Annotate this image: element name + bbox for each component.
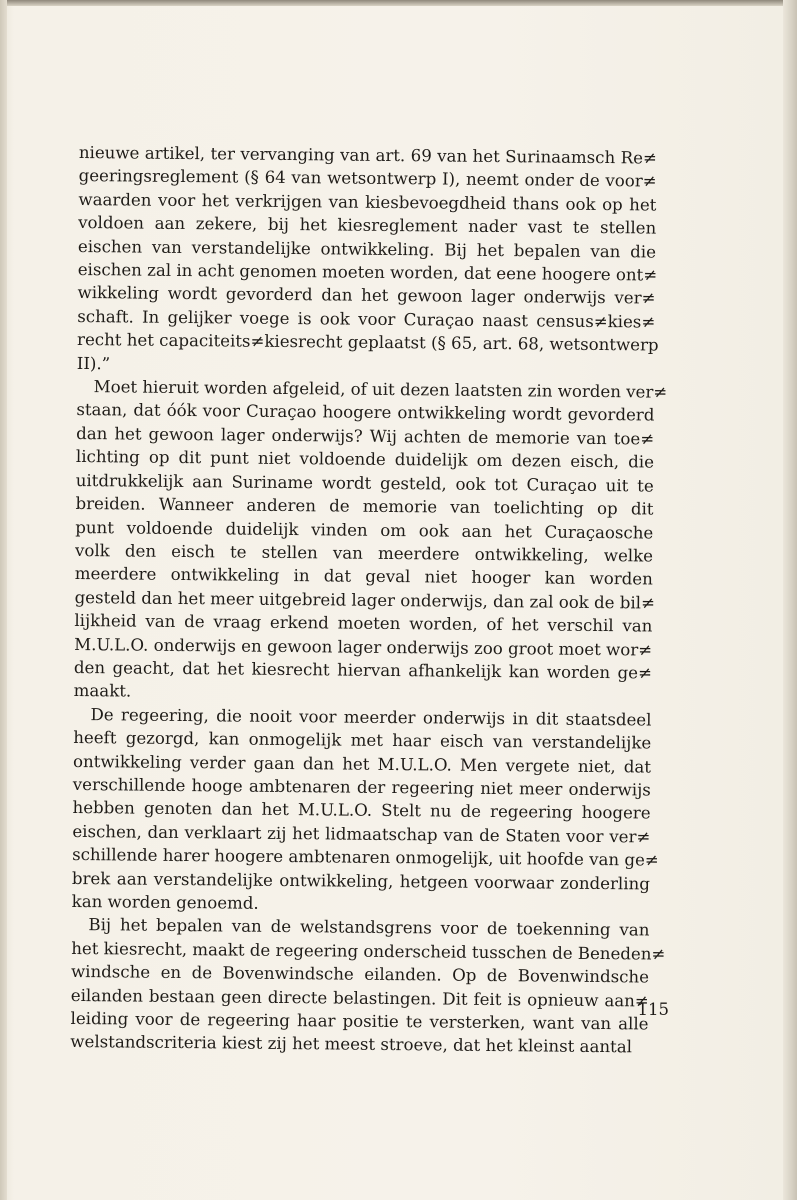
- text-line: lichting op dit punt niet voldoende duidelijk om dezen eisch, die: [75, 447, 655, 472]
- text-line: breiden. Wanneer anderen de memorie van toelichting op dit: [75, 494, 654, 519]
- text-line: heeft gezorgd, kan onmogelijk met haar eisch van verstandelijke: [73, 728, 652, 753]
- text-line: eischen, dan verklaart zij het lidmaatschap van de Staten voor ver≠: [72, 821, 651, 847]
- text-line: welstandscriteria kiest zij het meest stroeve, dat het kleinst aantal: [70, 1032, 633, 1057]
- page-left-edge: [0, 0, 7, 1200]
- text-line: geeringsreglement (§ 64 van wetsontwerp I), neemt onder de voor≠: [78, 166, 657, 191]
- text-line: lijkheid van de vraag erkend moeten worden, of het verschil van: [74, 611, 653, 636]
- text-line: schaft. In gelijker voege is ook voor Curaçao naast census≠kies≠: [77, 306, 656, 332]
- page-top-edge: [0, 0, 797, 6]
- text-line: II).”: [76, 353, 111, 373]
- text-line: leiding voor de regeering haar positie te versterken, want van alle: [70, 1008, 649, 1034]
- text-line: De regeering, die nooit voor meerder onderwijs in dit staatsdeel: [90, 704, 652, 730]
- text-line: M.U.L.O. onderwijs en gewoon lager onderwijs zoo groot moet wor≠: [74, 634, 653, 660]
- text-line: windsche en de Bovenwindsche eilanden. Op de Bovenwindsche: [70, 962, 650, 987]
- text-line: den geacht, dat het kiesrecht hiervan afhankelijk kan worden ge≠: [73, 657, 653, 683]
- text-line: recht het capaciteits≠kiesrecht geplaatst (§ 65, art. 68, wetsontwerp: [77, 330, 659, 355]
- text-line: hebben genoten dan het M.U.L.O. Stelt nu de regeering hoogere: [72, 798, 651, 823]
- page-right-edge: [783, 0, 797, 1200]
- text-line: ontwikkeling verder gaan dan het M.U.L.O. Men vergete niet, dat: [72, 751, 652, 777]
- text-line: kan worden genoemd.: [71, 891, 259, 913]
- text-line: nieuwe artikel, ter vervanging van art. 69 van het Surinaamsch Re≠: [78, 142, 657, 168]
- text-line: wikkeling wordt gevorderd dan het gewoon lager onderwijs ver≠: [77, 283, 656, 308]
- text-line: brek aan verstandelijke ontwikkeling, hetgeen voorwaar zonderling: [71, 868, 650, 894]
- text-line: verschillende hooge ambtenaren der regeering niet meer onderwijs: [72, 774, 651, 800]
- text-line: gesteld dan het meer uitgebreid lager onderwijs, dan zal ook de bil≠: [74, 587, 656, 613]
- paragraph: [71, 703, 659, 919]
- text-line: uitdrukkelijk aan Suriname wordt gesteld, ook tot Curaçao uit te: [75, 470, 654, 496]
- text-line: het kiesrecht, maakt de regeering onderscheid tusschen de Beneden≠: [71, 938, 666, 964]
- paragraph: [77, 141, 657, 381]
- text-line: schillende harer hoogere ambtenaren onmogelijk, uit hoofde van ge≠: [72, 845, 659, 870]
- paragraph: [73, 375, 668, 708]
- text-line: eischen zal in acht genomen moeten worden, dat eene hoogere ont≠: [77, 260, 658, 285]
- text-line: dan het gewoon lager onderwijs? Wij achten de memorie van toe≠: [76, 423, 655, 449]
- text-line: Moet hieruit worden afgeleid, of uit dezen laatsten zin worden ver≠: [93, 377, 668, 402]
- text-line: eilanden bestaan geen directe belastingen. Dit feit is opnieuw aan≠: [70, 985, 649, 1011]
- text-line: maakt.: [73, 681, 132, 701]
- text-line: waarden voor het verkrijgen van kiesbevoegdheid thans ook op het: [78, 189, 657, 215]
- text-line: Bij het bepalen van de welstandsgrens voor de toekenning van: [88, 915, 650, 940]
- page-number: 115: [637, 1000, 669, 1019]
- body-text: [70, 141, 668, 1059]
- text-line: meerdere ontwikkeling in dat geval niet hooger kan worden: [74, 564, 653, 589]
- text-line: eischen van verstandelijke ontwikkeling. Bij het bepalen van die: [77, 236, 657, 262]
- text-line: voldoen aan zekere, bij het kiesreglement nader vast te stellen: [78, 213, 657, 238]
- text-line: volk den eisch te stellen van meerdere ontwikkeling, welke: [74, 540, 654, 566]
- text-line: punt voldoende duidelijk vinden om ook aan het Curaçaosche: [75, 517, 654, 543]
- text-line: staan, dat óók voor Curaçao hoogere ontwikkeling wordt gevorderd: [76, 400, 655, 426]
